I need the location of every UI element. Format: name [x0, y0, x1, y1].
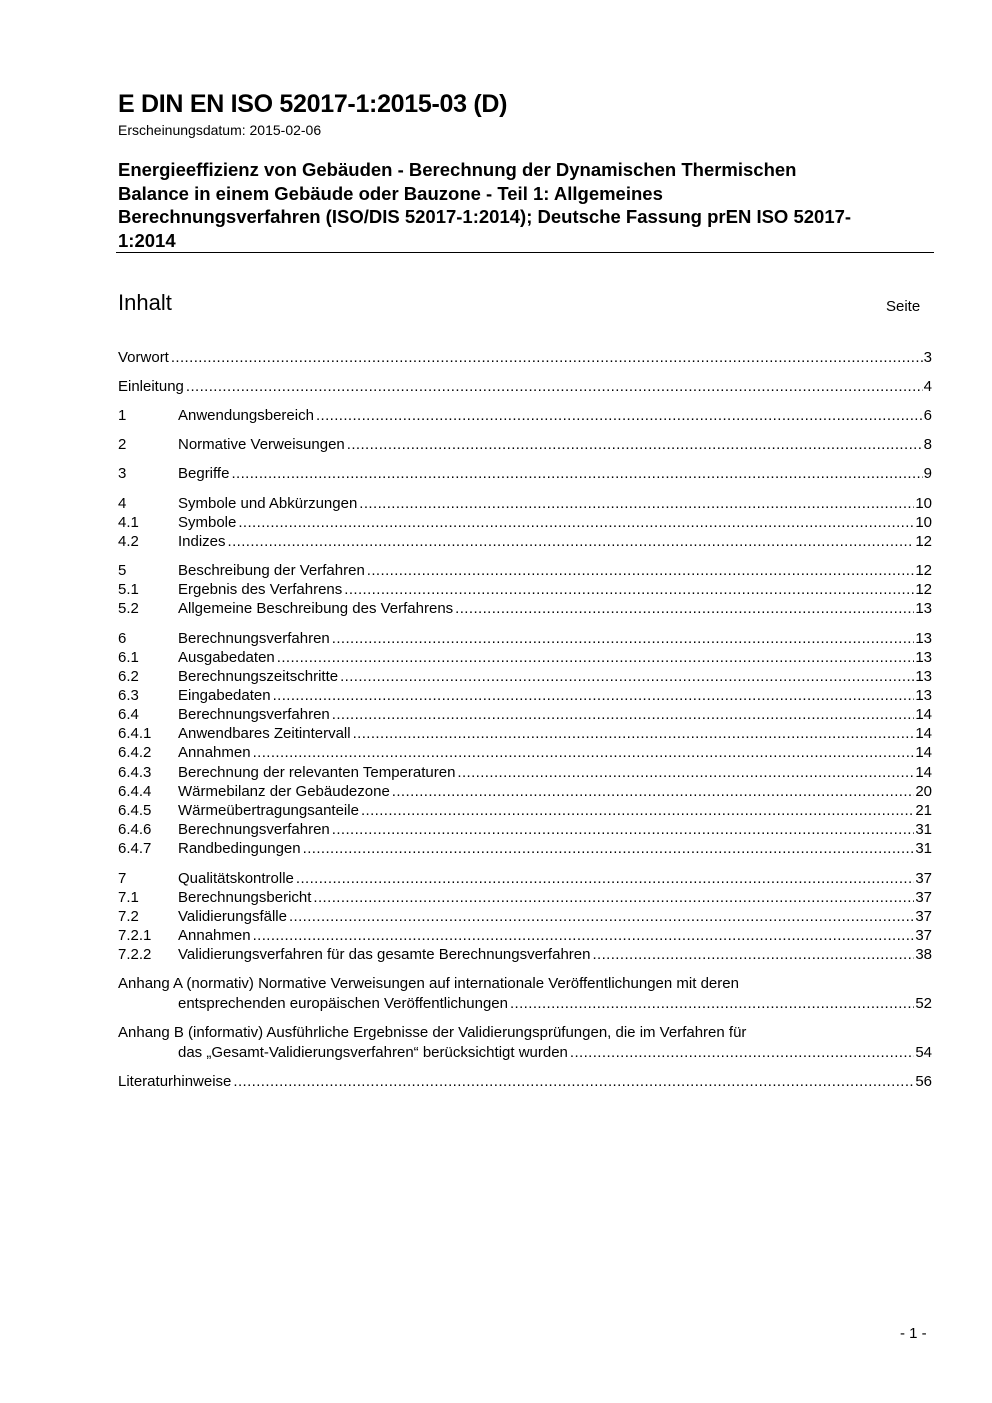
toc-entry[interactable]: [118, 705, 932, 724]
dot-leader: [316, 406, 923, 425]
toc-entry-number: 5.2: [118, 600, 139, 617]
toc-entry[interactable]: [118, 743, 932, 762]
toc-entry[interactable]: [118, 801, 932, 820]
toc-entry-page: 6: [923, 407, 932, 424]
toc-entry[interactable]: [118, 580, 932, 599]
toc-entry-label: Beschreibung der Verfahren: [178, 562, 365, 579]
toc-entry-bibliography[interactable]: [118, 1072, 932, 1091]
toc-entry[interactable]: [118, 926, 932, 945]
toc-entry-label: Allgemeine Beschreibung des Verfahrens: [178, 600, 454, 617]
toc-entry-page: 12: [915, 533, 932, 550]
toc-entry-page: 13: [915, 630, 932, 647]
toc-entry-page: 13: [915, 687, 932, 704]
title-divider: [116, 252, 934, 253]
toc-entry[interactable]: [118, 513, 932, 532]
toc-entry-label: Randbedingungen: [178, 840, 301, 857]
dot-leader: [392, 782, 915, 801]
toc-entry[interactable]: [118, 667, 932, 686]
toc-entry-page: 38: [915, 946, 932, 963]
toc-entry-number: 6.3: [118, 687, 139, 704]
toc-entry-page: 4: [923, 378, 932, 395]
dot-leader: [277, 648, 915, 667]
toc-entry-label: Ausgabedaten: [178, 649, 275, 666]
toc-entry[interactable]: [118, 406, 932, 425]
toc-entry-label: Validierungsfälle: [178, 908, 287, 925]
toc-entry-number: 1: [118, 407, 127, 424]
toc-entry-number: 2: [118, 436, 127, 453]
toc-entry-number: 4.2: [118, 533, 139, 550]
toc-entry-number: 5: [118, 562, 127, 579]
dot-leader: [228, 532, 915, 551]
dot-leader: [455, 599, 914, 618]
toc-entry-page: 12: [915, 562, 932, 579]
toc-entry[interactable]: [118, 888, 932, 907]
toc-entry[interactable]: [118, 839, 932, 858]
toc-entry-number: 3: [118, 465, 127, 482]
toc-entry-number: 5.1: [118, 581, 139, 598]
toc-entry-number: 6.4.6: [118, 821, 152, 838]
toc-entry-page: 37: [915, 927, 932, 944]
toc-entry-page: 52: [915, 994, 932, 1012]
dot-leader: [332, 629, 915, 648]
toc-entry-label: Qualitätskontrolle: [178, 870, 294, 887]
toc-entry[interactable]: [118, 494, 932, 513]
toc-entry[interactable]: [118, 782, 932, 801]
dot-leader: [238, 513, 914, 532]
toc-entry-number: 7.2: [118, 908, 139, 925]
dot-leader: [273, 686, 915, 705]
dot-leader: [367, 561, 915, 580]
toc-entry[interactable]: [118, 648, 932, 667]
page-number: - 1 -: [900, 1325, 927, 1342]
toc-entry[interactable]: [118, 724, 932, 743]
dot-leader: [313, 888, 914, 907]
toc-entry[interactable]: [118, 820, 932, 839]
toc-entry-label: Eingabedaten: [178, 687, 271, 704]
toc-entry-label: Vorwort: [118, 349, 169, 366]
toc-entry-page: 14: [915, 764, 932, 781]
toc-entry-label: Berechnungszeitschritte: [178, 668, 339, 685]
dot-leader: [361, 801, 914, 820]
toc-entry-label: Berechnung der relevanten Temperaturen: [178, 764, 456, 781]
toc-entry-page: 12: [915, 581, 932, 598]
toc-entry-page: 8: [923, 436, 932, 453]
toc-entry[interactable]: [118, 377, 932, 396]
annex-title-continuation: das „Gesamt-Validierungsverfahren“ berücksichtigt wurden: [178, 1043, 568, 1061]
dot-leader: [233, 1072, 914, 1091]
toc-entry[interactable]: [118, 348, 932, 367]
toc-entry-label: Berechnungsverfahren: [178, 821, 330, 838]
dot-leader: [253, 926, 915, 945]
dot-leader: [359, 494, 914, 513]
toc-entry-page: 14: [915, 744, 932, 761]
toc-entry[interactable]: [118, 464, 932, 483]
subtitle-line: Energieeffizienz von Gebäuden - Berechnung der Dynamischen Thermischen: [118, 159, 797, 180]
dot-leader: [186, 377, 923, 396]
toc-entry-page: 9: [923, 465, 932, 482]
annex-title-continuation: entsprechenden europäischen Veröffentlichungen: [178, 994, 508, 1012]
toc-entry-label: Symbole und Abkürzungen: [178, 495, 358, 512]
document-subtitle: [118, 158, 928, 252]
toc-entry-label: Anwendungsbereich: [178, 407, 314, 424]
dot-leader: [570, 1043, 914, 1063]
toc-entry[interactable]: [118, 532, 932, 551]
dot-leader: [344, 580, 914, 599]
toc-entry-number: 6.4.4: [118, 783, 152, 800]
toc-entry-number: 4: [118, 495, 127, 512]
toc-entry-page: 31: [915, 840, 932, 857]
toc-entry[interactable]: [118, 435, 932, 454]
dot-leader: [457, 763, 914, 782]
dot-leader: [253, 743, 915, 762]
toc-entry-number: 7.2.2: [118, 946, 152, 963]
dot-leader: [289, 907, 914, 926]
dot-leader: [332, 820, 915, 839]
toc-entry-page: 14: [915, 706, 932, 723]
toc-entry-number: 6.1: [118, 649, 139, 666]
toc-entry[interactable]: [118, 869, 932, 888]
toc-entry-page: 10: [915, 514, 932, 531]
toc-entry[interactable]: [118, 599, 932, 618]
toc-entry-number: 4.1: [118, 514, 139, 531]
toc-entry-number: 7.1: [118, 889, 139, 906]
toc-entry-number: 7: [118, 870, 127, 887]
toc-entry-page: 37: [915, 908, 932, 925]
toc-entry-number: 6.4.3: [118, 764, 152, 781]
dot-leader: [592, 945, 914, 964]
toc-entry[interactable]: [118, 907, 932, 926]
toc-entry-label: Berechnungsverfahren: [178, 706, 330, 723]
publication-date: Erscheinungsdatum: 2015-02-06: [118, 122, 322, 138]
toc-entry-page: 13: [915, 649, 932, 666]
subtitle-line: Balance in einem Gebäude oder Bauzone - Teil 1: Allgemeines: [118, 182, 663, 204]
toc-entry-label: Anwendbares Zeitintervall: [178, 725, 351, 742]
toc-entry-label: Berechnungsbericht: [178, 889, 312, 906]
annex-title-line: Anhang A (normativ) Normative Verweisungen auf internationale Veröffentlichungen mit deren: [118, 975, 739, 992]
toc-entry-page: 13: [915, 668, 932, 685]
toc-entry-number: 6.4.1: [118, 725, 152, 742]
toc-entry-label: Annahmen: [178, 927, 251, 944]
toc-entry-label: Symbole: [178, 514, 237, 531]
toc-entry[interactable]: [118, 686, 932, 705]
toc-entry-number: 7.2.1: [118, 927, 152, 944]
toc-entry-page: 31: [915, 821, 932, 838]
document-title: E DIN EN ISO 52017-1:2015-03 (D): [118, 90, 508, 118]
toc-entry[interactable]: [118, 561, 932, 580]
toc-entry-number: 6.4.5: [118, 802, 152, 819]
toc-entry-label: Validierungsverfahren für das gesamte Berechnungsverfahren: [178, 946, 591, 963]
toc-entry-label: Ergebnis des Verfahrens: [178, 581, 343, 598]
toc-entry-number: 6.4.2: [118, 744, 152, 761]
toc-entry-label: Literaturhinweise: [118, 1073, 232, 1090]
toc-entry-label: Wärmebilanz der Gebäudezone: [178, 783, 390, 800]
toc-entry-label: Einleitung: [118, 378, 184, 395]
annex-title-line: Anhang B (informativ) Ausführliche Ergebnisse der Validierungsprüfungen, die im Verfahren für: [118, 1024, 747, 1041]
toc-entry-label: Indizes: [178, 533, 226, 550]
subtitle-line: 1:2014: [118, 229, 176, 251]
toc-entry-page: 37: [915, 870, 932, 887]
dot-leader: [340, 667, 914, 686]
toc-entry-label: Berechnungsverfahren: [178, 630, 330, 647]
toc-entry-page: 13: [915, 600, 932, 617]
page-column-label: Seite: [886, 298, 921, 315]
dot-leader: [296, 869, 914, 888]
dot-leader: [231, 464, 922, 483]
toc-entry[interactable]: [118, 629, 932, 648]
dot-leader: [332, 705, 915, 724]
toc-entry-number: 6: [118, 630, 127, 647]
toc-entry-page: 37: [915, 889, 932, 906]
toc-entry-number: 6.2: [118, 668, 139, 685]
toc-entry-label: Annahmen: [178, 744, 251, 761]
toc-entry-page: 14: [915, 725, 932, 742]
toc-entry-number: 6.4.7: [118, 840, 152, 857]
toc-heading: Inhalt: [118, 290, 172, 315]
subtitle-line: Berechnungsverfahren (ISO/DIS 52017-1:2014); Deutsche Fassung prEN ISO 52017-: [118, 206, 852, 227]
toc-entry-label: Wärmeübertragungsanteile: [178, 802, 359, 819]
dot-leader: [510, 994, 914, 1014]
toc-entry-label: Begriffe: [178, 465, 230, 482]
dot-leader: [353, 724, 915, 743]
toc-entry-label: Normative Verweisungen: [178, 436, 345, 453]
toc-entry-page: 54: [915, 1043, 932, 1061]
toc-entry-page: 21: [915, 802, 932, 819]
toc-entry-number: 6.4: [118, 706, 139, 723]
toc-entry[interactable]: [118, 945, 932, 964]
dot-leader: [347, 435, 923, 454]
toc-entry-page: 56: [915, 1073, 932, 1090]
dot-leader: [303, 839, 915, 858]
dot-leader: [171, 348, 923, 367]
toc-entry-page: 3: [923, 349, 932, 366]
toc-entry-page: 20: [915, 783, 932, 800]
toc-entry[interactable]: [118, 763, 932, 782]
toc-entry-page: 10: [915, 495, 932, 512]
